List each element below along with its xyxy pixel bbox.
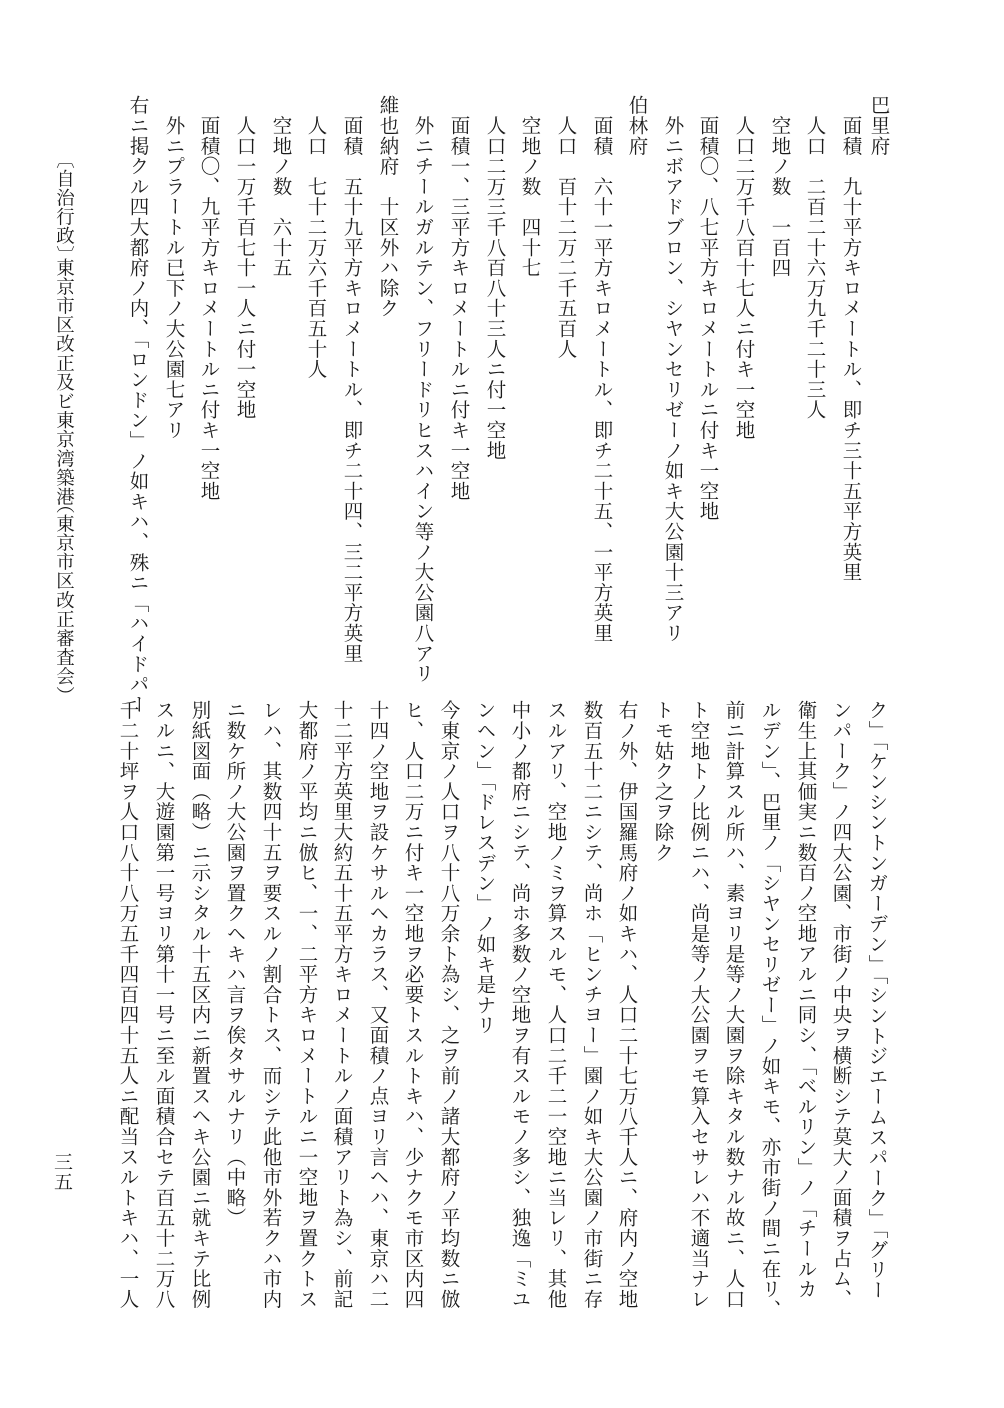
text-line: 人口 二百二十六万九千二十三人: [803, 95, 827, 420]
text-line: 人口二万三千八百八十三人ニ付一空地: [483, 95, 507, 461]
text-line: 面積 五十九平方キロメートル、即チ二十四、三二平方英里: [340, 95, 364, 664]
text-line: 十二平方英里大約五十五平方キロメートルノ面積アリト為シ、前記: [330, 700, 354, 1309]
text-line: 大都府ノ平均ニ倣ヒ、一、二平方キロメートルニ一空地ヲ置クトス: [295, 700, 319, 1309]
text-line: スルニ、大遊園第一号ヨリ第十一号ニ至ル面積合セテ百五十二万八: [152, 700, 176, 1309]
text-line: 十四ノ空地ヲ設ケサルヘカラス、又面積ノ点ヨリ言ヘハ、東京ハ二: [366, 700, 390, 1309]
text-line: スルアリ、空地ノミヲ算スルモ、人口二千二一空地ニ当レリ、其他: [544, 700, 568, 1309]
text-line: ンヘン」「ドレスデン」ノ如キ是ナリ: [473, 700, 497, 1036]
text-line: 面積 六十一平方キロメートル、即チ二十五、一平方英里: [590, 95, 614, 644]
text-line: 衛生上其価実ニ数百ノ空地アルニ同シ、「ベルリン」ノ「チールカ: [794, 700, 818, 1300]
text-line: ンパーク」ノ四大公園、市街ノ中央ヲ横断シテ莫大ノ面積ヲ占ム、: [829, 700, 853, 1309]
text-line: 今東京ノ人口ヲ八十八万余ト為シ、之ヲ前ノ諸大都府ノ平均数ニ倣: [437, 700, 461, 1309]
text-line: 外ニボアドブロン、シヤンセリゼーノ如キ大公園十三アリ: [661, 95, 685, 644]
text-line: 中小ノ都府ニシテ、尚ホ多数ノ空地ヲ有スルモノ多シ、独逸「ミユ: [508, 700, 532, 1309]
text-line: ト空地トノ比例ニハ、尚是等ノ大公園ヲモ算入セサレハ不適当ナレ: [687, 700, 711, 1309]
text-line: 数百五十二ニシテ、尚ホ「ヒンチヨー」園ノ如キ大公園ノ市街ニ存: [580, 700, 604, 1309]
text-line: ルデン」、巴里ノ「シヤンセリゼー」ノ如キモ、亦市街ノ間ニ在リ、: [758, 700, 782, 1320]
text-line: 千二十坪ヲ人口八十八万五千四百四十五人ニ配当スルトキハ、一人: [116, 700, 140, 1309]
text-line: 面積一、三平方キロメートルニ付キ一空地: [447, 95, 471, 501]
text-line: 別紙図面（略）ニ示シタル十五区内ニ新置スヘキ公園ニ就キテ比例: [188, 700, 212, 1309]
footer-section: 〔自治行政〕: [53, 150, 75, 265]
text-line: ヒ、人口二万ニ付キ一空地ヲ必要トスルトキハ、少ナクモ市区内四: [401, 700, 425, 1309]
text-line: 面積〇、九平方キロメートルニ付キ一空地: [197, 95, 221, 501]
footer-title: 東京市区改正及ビ東京湾築港: [53, 258, 75, 507]
text-line: 人口 百十二万二千五百人: [554, 95, 578, 359]
text-line: 人口二万千八百十七人ニ付キ一空地: [732, 95, 756, 441]
text-line: 伯林府: [625, 95, 649, 156]
footer-source: （東京市区改正審査会）: [53, 495, 75, 706]
text-line: トモ姑ク之ヲ除ク: [651, 700, 675, 863]
text-line: 人口一万千百七十一人ニ付一空地: [233, 95, 257, 420]
text-line: 人口 七十二万六千百五十人: [304, 95, 328, 380]
text-line: 面積 九十平方キロメートル、即チ三十五平方英里: [839, 95, 863, 583]
text-line: 面積〇、八七平方キロメートルニ付キ一空地: [696, 95, 720, 522]
page-number: 三五: [51, 1152, 73, 1192]
text-line: レハ、其数四十五ヲ要スルノ割合トス、而シテ此他市外若クハ市内: [259, 700, 283, 1309]
text-line: 巴里府: [867, 95, 891, 156]
text-line: 空地ノ数 四十七: [518, 95, 542, 278]
text-line: 前ニ計算スル所ハ、素ヨリ是等ノ大園ヲ除キタル数ナル故ニ、人口: [722, 700, 746, 1309]
text-line: 空地ノ数 一百四: [768, 95, 792, 278]
text-line: 空地ノ数 六十五: [269, 95, 293, 278]
text-line: 右ノ外、伊国羅馬府ノ如キハ、人口二十七万八千人ニ、府内ノ空地: [615, 700, 639, 1309]
text-line: 維也納府 十区外ハ除ク: [376, 95, 400, 319]
text-line: 外ニチールガルテン、フリードリヒスハイン等ノ大公園八アリ: [411, 95, 435, 684]
text-line: ニ数ケ所ノ大公園ヲ置クヘキハ言ヲ俟タサルナリ（中略）: [223, 700, 247, 1228]
text-line: 右ニ掲クル四大都府ノ内、「ロンドン」ノ如キハ、殊ニ「ハイドパー: [126, 95, 150, 715]
text-line: ク」「ケンシントンガーデン」「シントジエームスパーク」「グリー: [865, 700, 889, 1301]
text-line: 外ニプラートル已下ノ大公園七アリ: [162, 95, 186, 441]
